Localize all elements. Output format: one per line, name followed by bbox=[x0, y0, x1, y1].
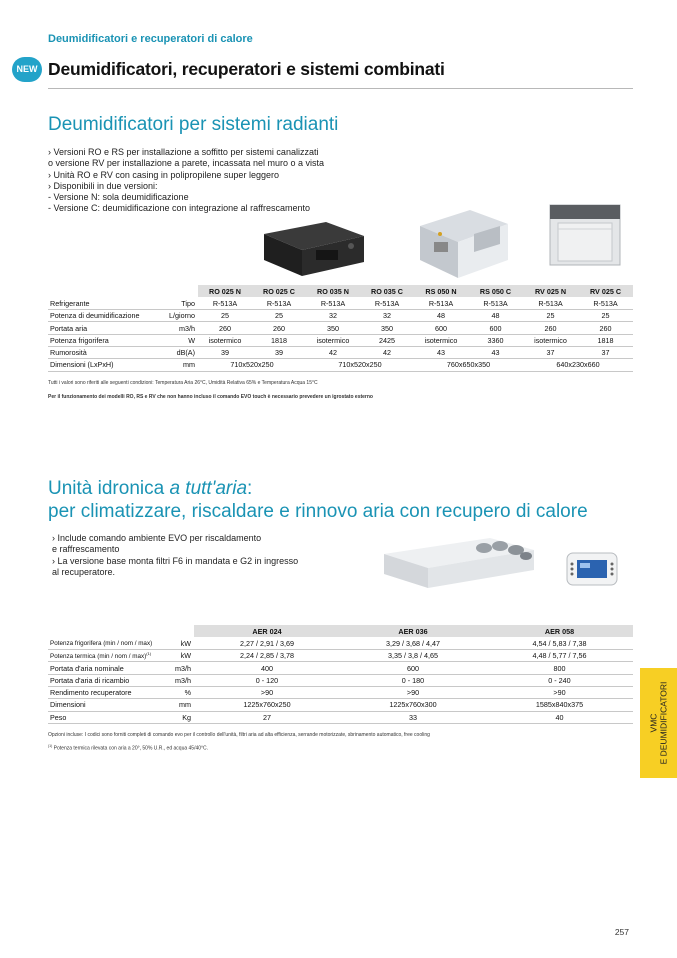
heating-power-note: $^{(1)}$ Potenza termica rilevata con aria a 20°, 50% U.R., ed acqua 45/40°C. bbox=[48, 744, 209, 752]
list-item: › Disponibili in due versioni: bbox=[48, 180, 158, 191]
table-row: Rendimento recuperatore % >90 >90 >90 bbox=[48, 686, 633, 698]
page-number: 257 bbox=[614, 927, 629, 937]
column-header: RO 035 C bbox=[360, 285, 414, 297]
table-row: Portata d'aria di ricambio m3/h 0 - 120 0 - 180 0 - 240 bbox=[48, 674, 633, 686]
ro-unit-image bbox=[256, 214, 368, 280]
list-item: - Versione C: deumidificazione con integrazione al raffrescamento bbox=[48, 203, 310, 214]
hygrostat-note: Per il funzionamento dei modelli RO, RS e RV che non hanno incluso il comando EVO touch è necessario prevedere un igrostato esterno bbox=[48, 394, 373, 400]
column-header: AER 058 bbox=[486, 625, 633, 637]
list-item: › Versioni RO e RS per installazione a soffitto per sistemi canalizzati bbox=[48, 147, 319, 157]
table-row: Rumorosità dB(A) 39 39 42 42 43 43 37 37 bbox=[48, 346, 633, 358]
column-header: RO 025 C bbox=[252, 285, 306, 297]
table-row: Peso Kg 27 33 40 bbox=[48, 711, 633, 723]
list-item: - Versione N: sola deumidificazione bbox=[48, 192, 189, 203]
table-row: Portata d'aria nominale m3/h 400 600 800 bbox=[48, 662, 633, 674]
list-item: o versione RV per installazione a parete, incassata nel muro o a vista bbox=[48, 158, 324, 169]
table-row: Potenza termica (min / nom / max)$^{(1)}$ kW 2,24 / 2,85 / 3,78 3,35 / 3,8 / 4,65 4,48 / 5,77 / 7,56 bbox=[48, 650, 633, 662]
table-row: Potenza frigorifera W isotermico 1818 isotermico 2425 isotermico 3360 isotermico 1818 bbox=[48, 334, 633, 346]
aer-unit-image bbox=[380, 534, 540, 592]
breadcrumb: Deumidificatori e recuperatori di calore bbox=[48, 33, 253, 45]
conditions-note: Tutti i valori sono riferiti alle seguenti condizioni: Temperatura Aria 26°C, Umidità Relativa 65% e Temperatura Acqua 15°C bbox=[48, 380, 318, 386]
rv-unit-image bbox=[544, 203, 624, 269]
table-row: Dimensioni (LxPxH) mm 710x520x250 710x520x250 760x650x350 640x230x660 bbox=[48, 359, 633, 371]
section-subtitle-hydronic-unit: per climatizzare, riscaldare e rinnovo aria con recupero di calore bbox=[48, 501, 588, 522]
column-header: AER 024 bbox=[194, 625, 340, 637]
list-item: › Unità RO e RV con casing in polipropilene super leggero bbox=[48, 169, 279, 180]
table-row: Portata aria m3/h 260 260 350 350 600 600 260 260 bbox=[48, 322, 633, 334]
hydronic-spec-table bbox=[48, 625, 633, 724]
dehumidifier-feature-list bbox=[48, 147, 324, 215]
column-header: RV 025 N bbox=[523, 285, 578, 297]
list-item: e raffrescamento bbox=[52, 544, 120, 555]
title-divider bbox=[48, 88, 633, 89]
hydronic-feature-list bbox=[52, 533, 298, 578]
column-header: RO 035 N bbox=[306, 285, 360, 297]
included-options-note: Opzioni incluse: I codici sono forniti completi di comando evo per il controllo dell'unità, filtri aria ad alta efficienza, serrande motorizzate, sbrinamento automatico, free cooling bbox=[48, 732, 430, 738]
section-side-tab: VMC E DEUMIDIFICATORI bbox=[640, 668, 677, 778]
list-item: › Include comando ambiente EVO per riscaldamento bbox=[52, 533, 262, 543]
section-title-dehumidifiers: Deumidificatori per sistemi radianti bbox=[48, 114, 339, 135]
list-item: › La versione base monta filtri F6 in mandata e G2 in ingresso bbox=[52, 555, 299, 566]
new-badge: NEW bbox=[12, 57, 42, 82]
dehumidifier-spec-table bbox=[48, 285, 633, 372]
table-row: Potenza frigorifera (min / nom / max) kW 2,27 / 2,91 / 3,69 3,29 / 3,68 / 4,47 4,54 / 5,83 / 7,38 bbox=[48, 637, 633, 649]
column-header: RO 025 N bbox=[198, 285, 252, 297]
column-header: RS 050 C bbox=[468, 285, 523, 297]
evo-controller-image bbox=[566, 552, 618, 586]
table-row: Dimensioni mm 1225x760x250 1225x760x300 1585x840x375 bbox=[48, 699, 633, 711]
column-header: AER 036 bbox=[340, 625, 486, 637]
list-item: al recuperatore. bbox=[52, 566, 116, 577]
table-row: Potenza di deumidificazione L/giorno 25 25 32 32 48 48 25 25 bbox=[48, 310, 633, 322]
table-row: Refrigerante Tipo R-513A R-513A R-513A R-513A R-513A R-513A R-513A R-513A bbox=[48, 297, 633, 309]
page-title: Deumidificatori, recuperatori e sistemi combinati bbox=[48, 59, 445, 79]
section-title-hydronic-unit: Unità idronica a tutt'aria: bbox=[48, 478, 253, 499]
rs-unit-image bbox=[414, 204, 512, 284]
column-header: RV 025 C bbox=[578, 285, 633, 297]
column-header: RS 050 N bbox=[414, 285, 468, 297]
